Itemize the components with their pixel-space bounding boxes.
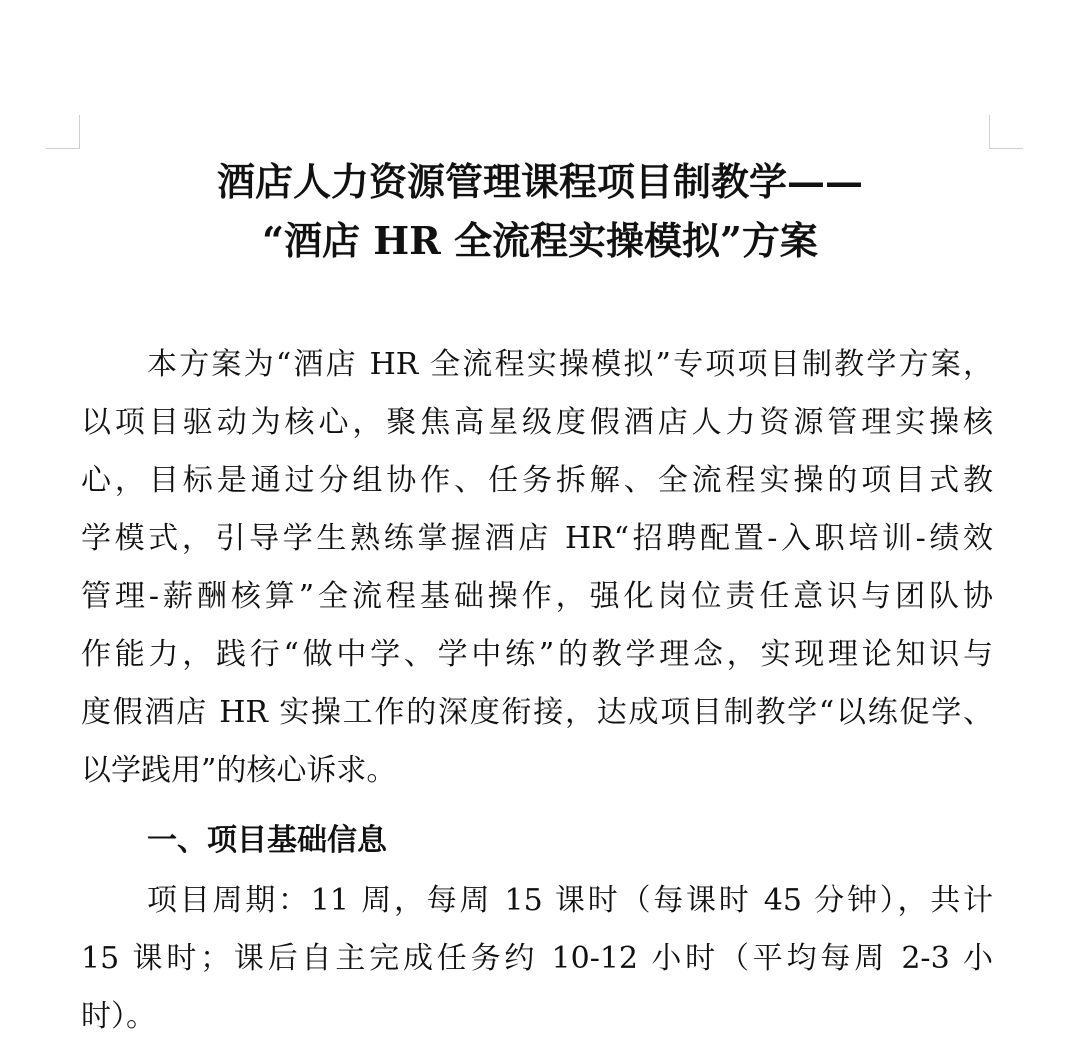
period-line: 项目周期：11 周，每周 15 课时（每课时 45 分钟），共计 [147,883,993,918]
top-right-margin-mark [989,115,1023,149]
period-line: 时）。 [81,999,156,1034]
intro-line: 学模式，引导学生熟练掌握酒店 HR“招聘配置-入职培训-绩效 [81,521,993,556]
project-period-paragraph [81,872,993,1046]
intro-line: 本方案为“酒店 HR 全流程实操模拟”专项项目制教学方案， [147,347,993,382]
intro-paragraph [81,336,993,800]
section-heading-basic-info: 一、项目基础信息 [147,823,387,858]
intro-line: 心，目标是通过分组协作、任务拆解、全流程实操的项目式教 [81,463,993,498]
intro-line: 度假酒店 HR 实操工作的深度衔接，达成项目制教学“以练促学、 [81,695,993,730]
intro-line: 以学践用”的核心诉求。 [81,753,397,788]
document-title-line-2: “酒店 HR 全流程实操模拟”方案 [262,218,818,263]
intro-line: 作能力，践行“做中学、学中练”的教学理念，实现理论知识与 [81,637,993,672]
document-title-line-1: 酒店人力资源管理课程项目制教学—— [216,159,863,204]
top-left-margin-mark [46,115,80,149]
period-line: 15 课时；课后自主完成任务约 10-12 小时（平均每周 2-3 小 [81,941,993,976]
intro-line: 管理-薪酬核算”全流程基础操作，强化岗位责任意识与团队协 [81,579,993,614]
intro-line: 以项目驱动为核心，聚焦高星级度假酒店人力资源管理实操核 [81,405,993,440]
